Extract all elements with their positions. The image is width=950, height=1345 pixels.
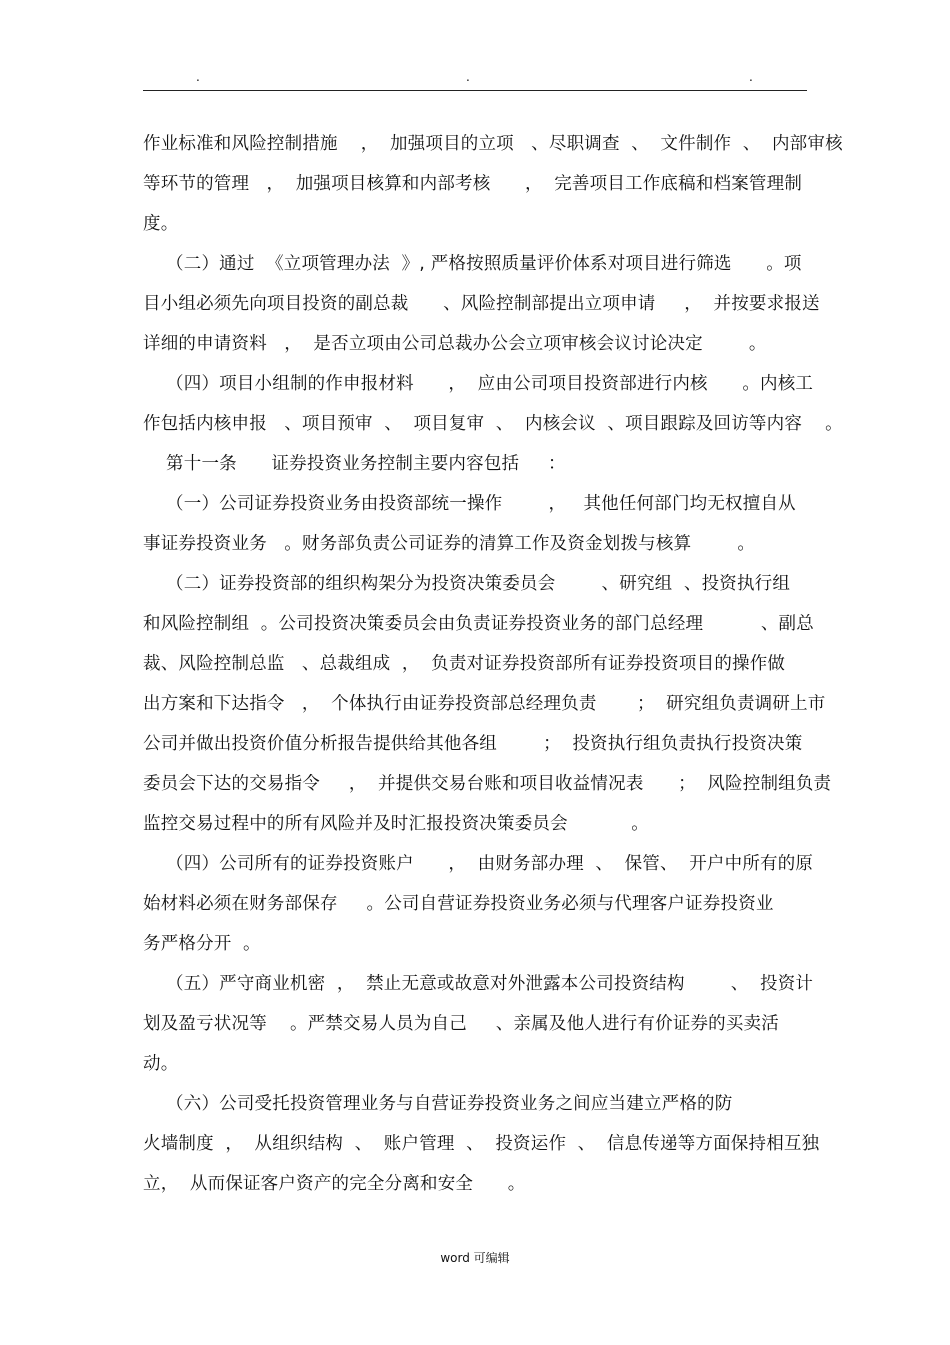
document-body	[143, 124, 843, 1204]
text-line: 裁、风险控制总监 、总裁组成 ， 负责对证券投资部所有证券投资项目的操作做	[143, 654, 786, 674]
page-footer: word 可编辑	[440, 1251, 510, 1265]
article-heading: 第十一条 证券投资业务控制主要内容包括 ：	[143, 454, 566, 474]
header-dot: .	[749, 70, 753, 84]
text-line: 作包括内核申报 、项目预审 、 项目复审 、 内核会议 、项目跟踪及回访等内容 。	[143, 414, 843, 434]
text-line: 动。	[143, 1054, 179, 1074]
text-line: 度。	[143, 214, 179, 234]
text-line: 作业标准和风险控制措施 ， 加强项目的立项 、尽职调查 、 文件制作 、 内部审核	[143, 134, 843, 154]
text-line: 公司并做出投资价值分析报告提供给其他各组 ； 投资执行组负责执行投资决策	[143, 734, 803, 754]
text-line: （四）公司所有的证券投资账户 ， 由财务部办理 、 保管、 开户中所有的原	[143, 854, 814, 874]
header-dot: .	[196, 70, 200, 84]
text-line: （一）公司证券投资业务由投资部统一操作 ， 其他任何部门均无权擅自从	[143, 494, 796, 514]
text-line: 火墙制度 ， 从组织结构 、 账户管理 、 投资运作 、 信息传递等方面保持相互独	[143, 1134, 820, 1154]
text-line: 划及盈亏状况等 。严禁交易人员为自己 、亲属及他人进行有价证券的买卖活	[143, 1014, 779, 1034]
text-line: （六）公司受托投资管理业务与自营证券投资业务之间应当建立严格的防	[143, 1094, 733, 1114]
text-line: 等环节的管理 ， 加强项目核算和内部考核 ， 完善项目工作底稿和档案管理制	[143, 174, 803, 194]
text-line: 监控交易过程中的所有风险并及时汇报投资决策委员会 。	[143, 814, 649, 834]
text-line: 目小组必须先向项目投资的副总裁 、风险控制部提出立项申请 ， 并按要求报送	[143, 294, 820, 314]
text-line: 详细的申请资料 ， 是否立项由公司总裁办公会立项审核会议讨论决定 。	[143, 334, 767, 354]
text-line: （五）严守商业机密 ， 禁止无意或故意对外泄露本公司投资结构 、 投资计	[143, 974, 814, 994]
text-line: （二）证券投资部的组织构架分为投资决策委员会 、研究组 、投资执行组	[143, 574, 791, 594]
header-dot: .	[466, 70, 470, 84]
text-line: 务严格分开 。	[143, 934, 261, 954]
header-rule	[143, 90, 807, 91]
text-line: 事证券投资业务 。财务部负责公司证券的清算工作及资金划拨与核算 。	[143, 534, 756, 554]
text-line: 出方案和下达指令 ， 个体执行由证券投资部总经理负责 ； 研究组负责调研上市	[143, 694, 826, 714]
text-line: 和风险控制组 。公司投资决策委员会由负责证券投资业务的部门总经理 、副总	[143, 614, 814, 634]
text-line: 始材料必须在财务部保存 。公司自营证券投资业务必须与代理客户证券投资业	[143, 894, 774, 914]
text-line: （四）项目小组制的作申报材料 ， 应由公司项目投资部进行内核 。内核工	[143, 374, 814, 394]
text-line: （二）通过 《立项管理办法 》, 严格按照质量评价体系对项目进行筛选 。项	[143, 254, 802, 274]
text-line: 立， 从而保证客户资产的完全分离和安全 。	[143, 1174, 526, 1194]
text-line: 委员会下达的交易指令 ， 并提供交易台账和项目收益情况表 ； 风险控制组负责	[143, 774, 832, 794]
